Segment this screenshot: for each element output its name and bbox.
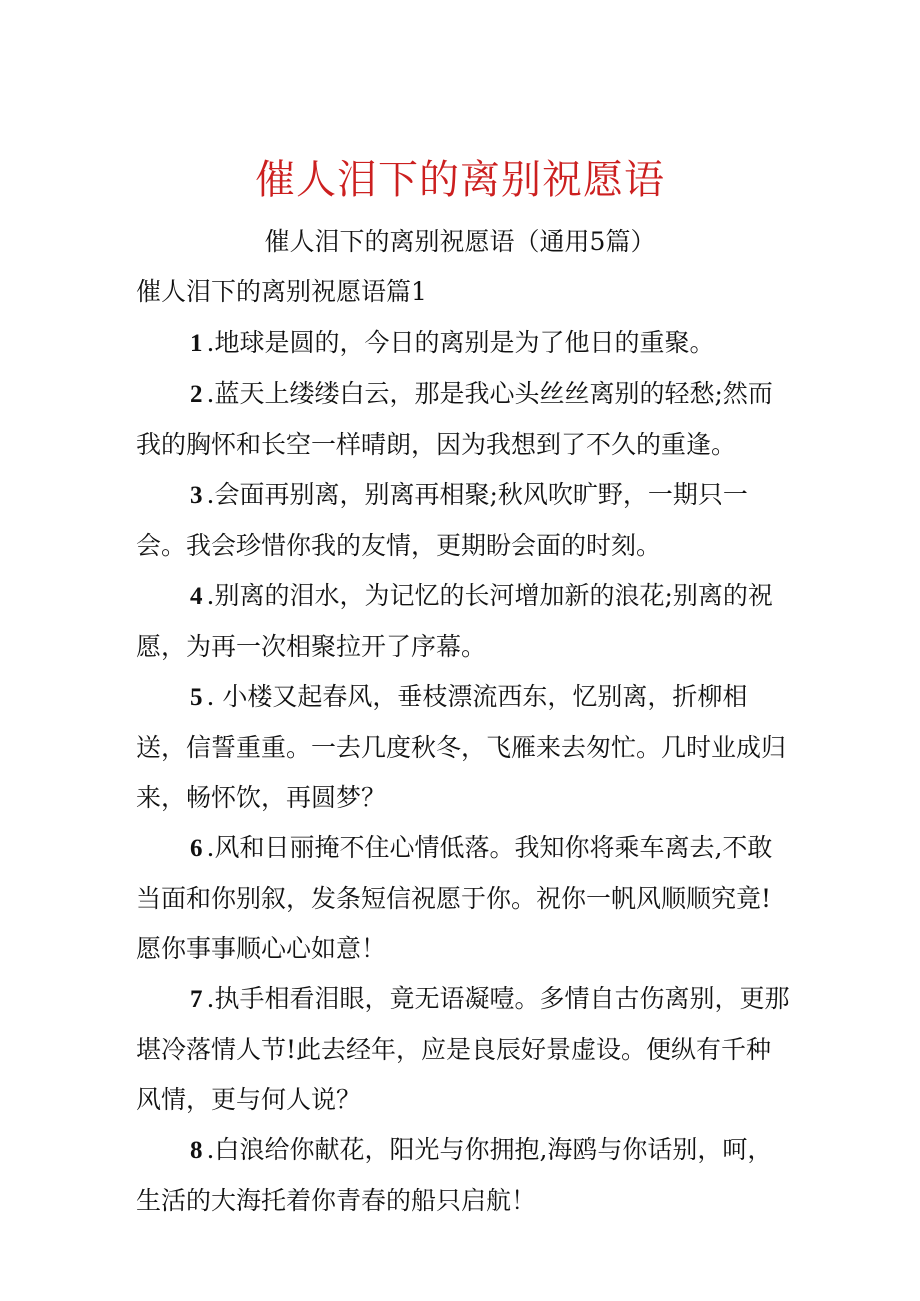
item-number: 1: [190, 330, 203, 357]
item-text: .白浪给你献花，阳光与你拥抱,海鸥与你话别，呵，生活的大海托着你青春的船只启航！: [136, 1135, 773, 1215]
item-number: 7: [190, 986, 203, 1013]
item-number: 4: [190, 583, 203, 610]
item-number: 2: [190, 381, 203, 408]
item-text: .风和日丽掩不住心情低落。我知你将乘车离去,不敢当面和你别叙，发条短信祝愿于你。祝你一帆风顺顺究竟!愿你事事顺心心如意！: [136, 833, 773, 963]
list-item: [136, 672, 791, 823]
document-title: 催人泪下的离别祝愿语: [255, 157, 665, 203]
list-item: [136, 1125, 791, 1226]
item-number: 3: [190, 482, 203, 509]
list-item: [136, 974, 791, 1125]
item-text: .执手相看泪眼，竟无语凝噎。多情自古伤离别，更那堪冷落情人节!此去经年，应是良辰好景虚设。便纵有千种风情，更与何人说？: [136, 984, 790, 1114]
list-item: [136, 470, 791, 571]
list-item: [136, 318, 791, 369]
item-text: .蓝天上缕缕白云，那是我心头丝丝离别的轻愁;然而我的胸怀和长空一样晴朗，因为我想到了不久的重逢。: [136, 379, 773, 459]
list-item: [136, 571, 791, 672]
item-number: 5: [190, 684, 203, 711]
item-text: .别离的泪水，为记忆的长河增加新的浪花;别离的祝愿，为再一次相聚拉开了序幕。: [136, 581, 773, 661]
list-item: [136, 823, 791, 974]
section-heading: 催人泪下的离别祝愿语篇1: [136, 277, 427, 306]
item-text: .地球是圆的，今日的离别是为了他日的重聚。: [206, 328, 715, 357]
item-text: .会面再别离，别离再相聚;秋风吹旷野，一期只一会。我会珍惜你我的友情，更期盼会面的时刻。: [136, 480, 748, 560]
item-text: . 小楼又起春风，垂枝漂流西东，忆别离，折柳相送，信誓重重。一去几度秋冬，飞雁来去匆忙。几时业成归来，畅怀饮，再圆梦？: [136, 682, 787, 812]
item-number: 8: [190, 1137, 203, 1164]
wish-list: [136, 318, 791, 1226]
list-item: [136, 369, 791, 470]
item-number: 6: [190, 835, 203, 862]
document-subtitle: 催人泪下的离别祝愿语（通用5篇）: [264, 227, 656, 256]
